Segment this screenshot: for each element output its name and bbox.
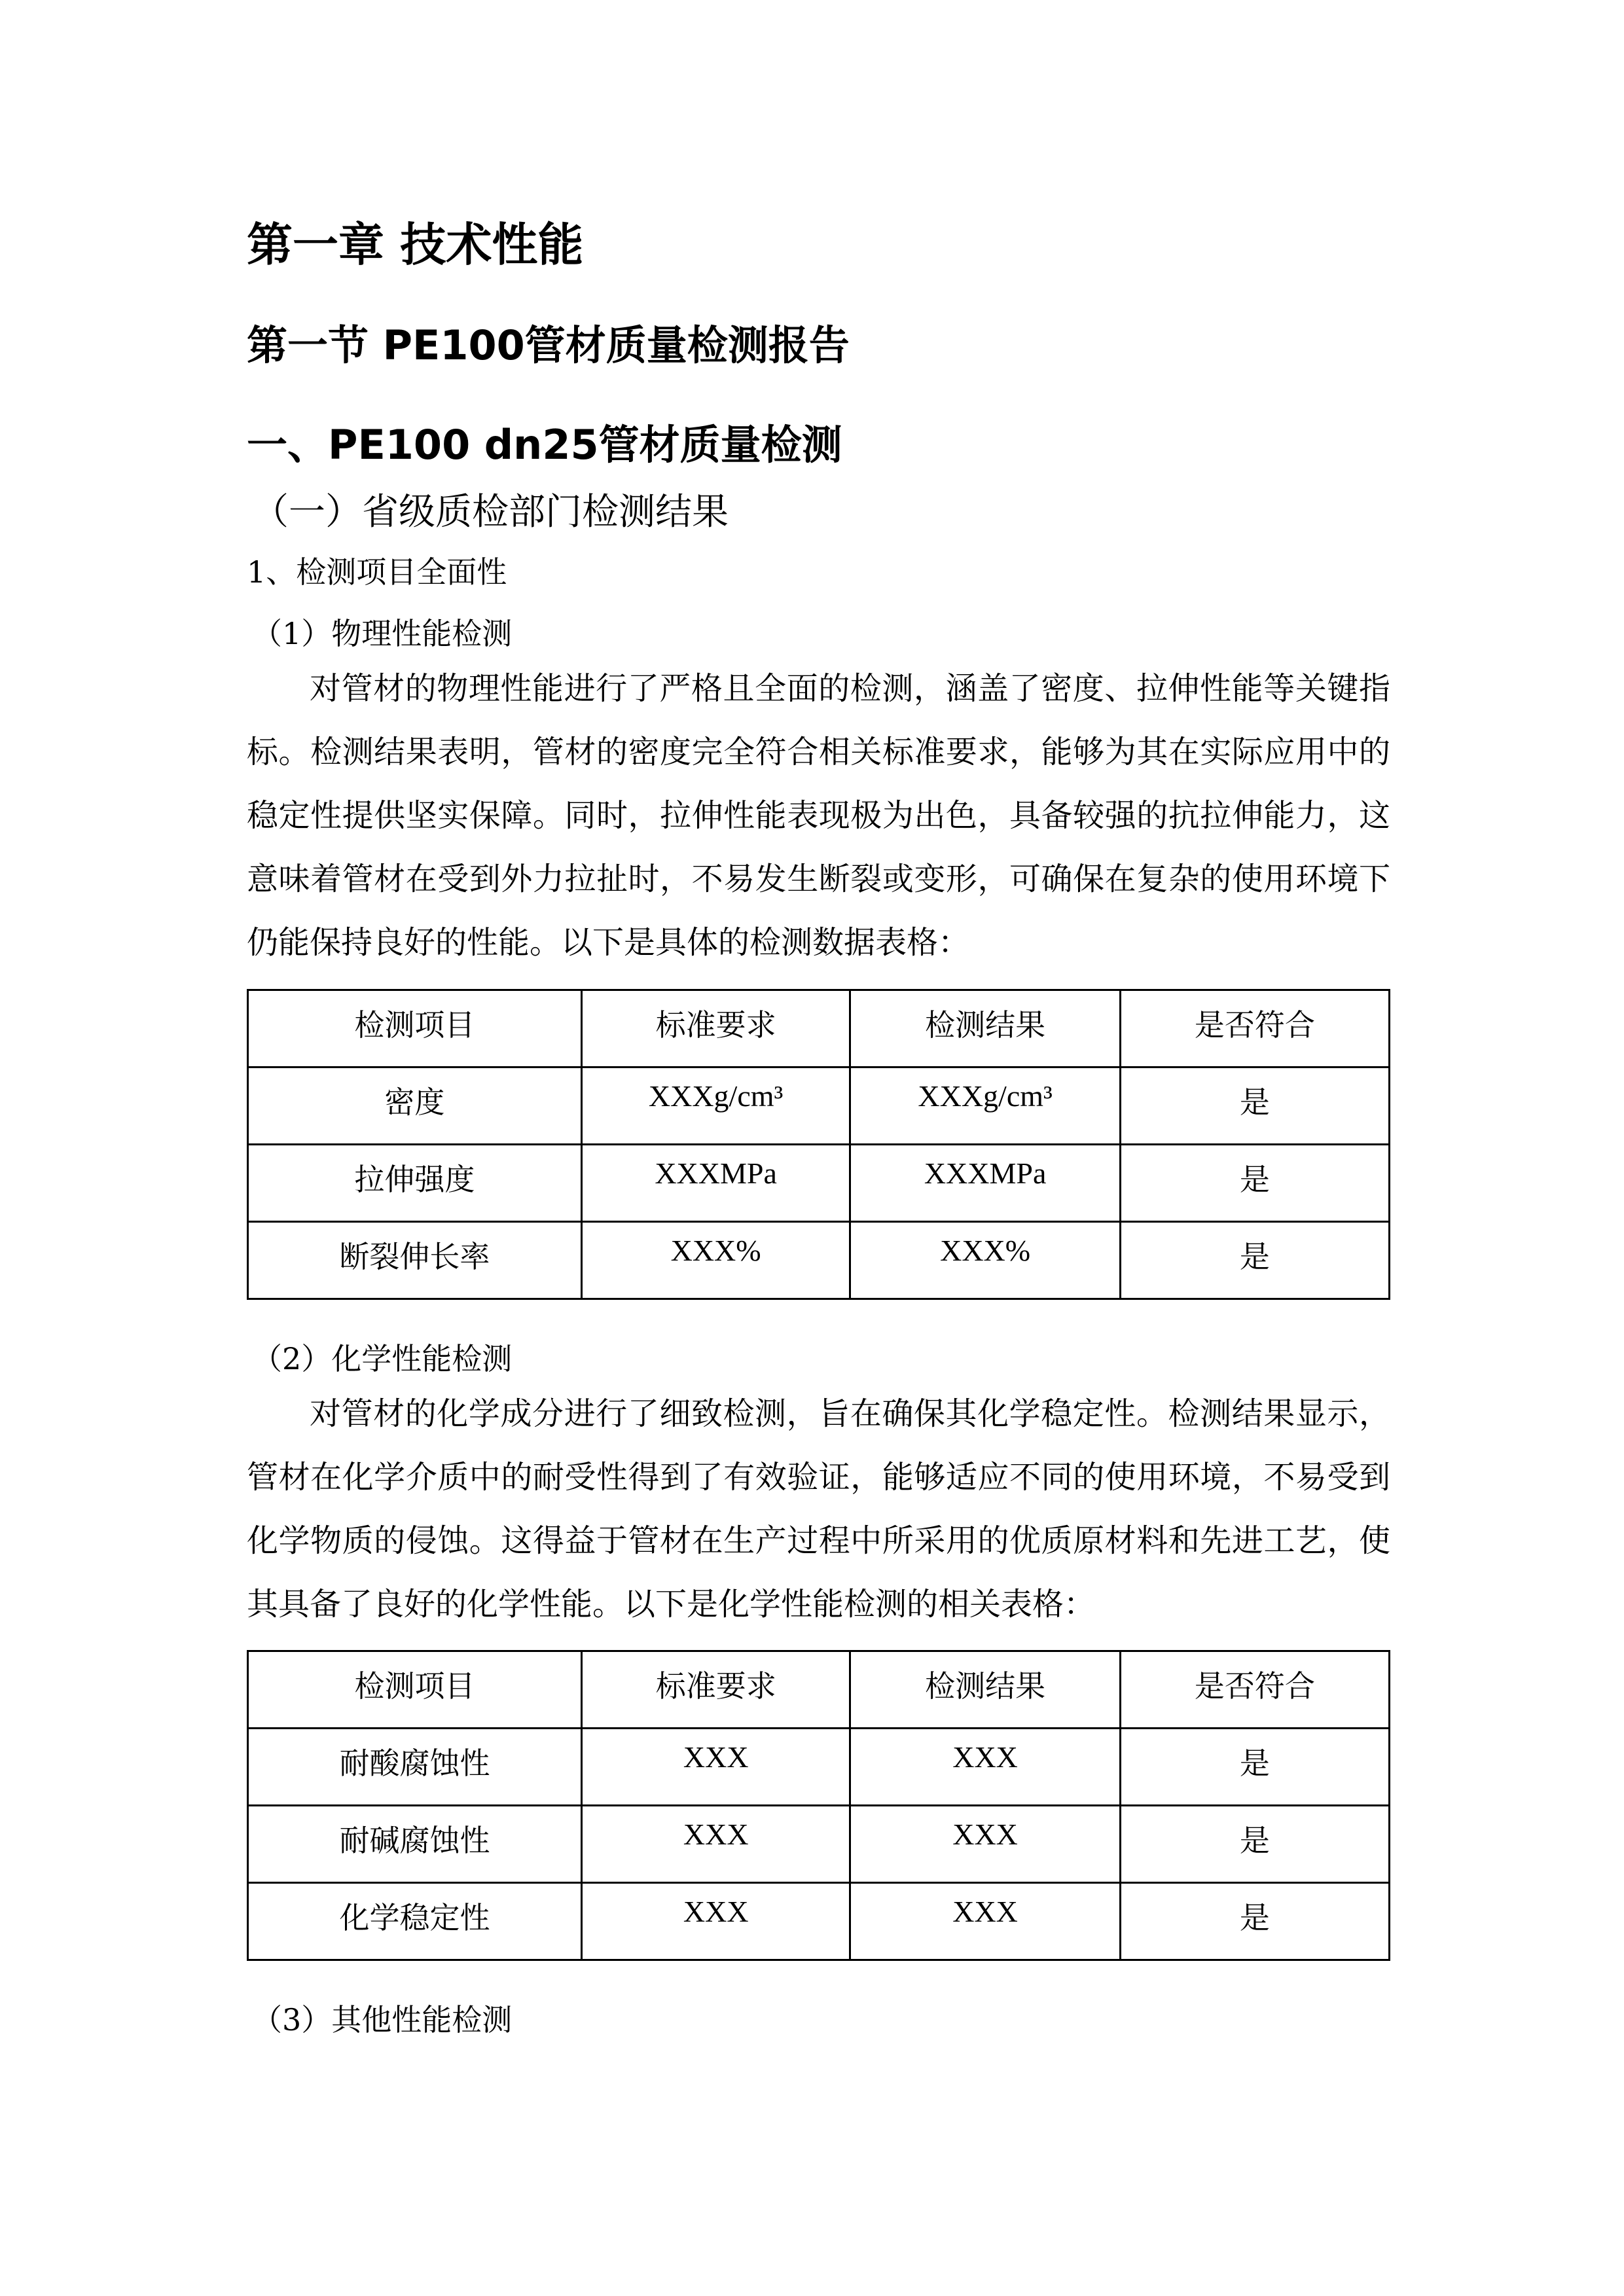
table-cell: 密度 <box>248 1067 582 1145</box>
header-cell: 检测结果 <box>850 1651 1120 1729</box>
header-cell: 检测结果 <box>850 990 1121 1067</box>
table-header-row <box>248 990 1390 1067</box>
table-cell: 拉伸强度 <box>248 1145 582 1222</box>
table-cell: XXXg/cm³ <box>581 1067 850 1145</box>
table-cell: 耐碱腐蚀性 <box>248 1806 582 1883</box>
header-cell: 标准要求 <box>582 1651 850 1729</box>
item-title: 1、检测项目全面性 <box>247 554 507 590</box>
part-title: （一）省级质检部门检测结果 <box>252 491 729 533</box>
table-cell: 是 <box>1120 1883 1389 1960</box>
physical-table <box>247 989 1390 1300</box>
table-row <box>248 1145 1390 1222</box>
table-cell: XXXMPa <box>850 1145 1121 1222</box>
header-cell: 检测项目 <box>248 1651 582 1729</box>
table-cell: 是 <box>1120 1222 1389 1299</box>
table-row <box>248 1729 1390 1806</box>
header-cell: 检测项目 <box>248 990 582 1067</box>
table-cell: XXX% <box>581 1222 850 1299</box>
table-cell: XXX% <box>850 1222 1121 1299</box>
other-heading: （3）其他性能检测 <box>252 2002 513 2037</box>
table-cell: XXX <box>582 1729 850 1806</box>
chemical-table <box>247 1650 1390 1961</box>
table-row <box>248 1067 1390 1145</box>
table-row <box>248 1883 1390 1960</box>
table-cell: 是 <box>1120 1067 1389 1145</box>
chemical-paragraph: 对管材的化学成分进行了细致检测，旨在确保其化学稳定性。检测结果显示，管材在化学介质中的耐受性得到了有效验证，能够适应不同的使用环境，不易受到化学物质的侵蚀。这得益于管材在生产过程中所采用的优质原材料和先进工艺，使其具备了良好的化学性能。以下是化学性能检测的相关表格： <box>247 1395 1390 1623</box>
table-cell: XXXMPa <box>581 1145 850 1222</box>
chemical-heading: （2）化学性能检测 <box>252 1341 513 1376</box>
section-title: 第一节 PE100管材质量检测报告 <box>247 321 850 369</box>
table-cell: XXX <box>582 1883 850 1960</box>
chapter-title: 第一章 技术性能 <box>247 218 584 272</box>
table-cell: 化学稳定性 <box>248 1883 582 1960</box>
table-cell: XXX <box>850 1806 1120 1883</box>
physical-heading: （1）物理性能检测 <box>252 616 513 651</box>
physical-paragraph: 对管材的物理性能进行了严格且全面的检测，涵盖了密度、拉伸性能等关键指标。检测结果表明，管材的密度完全符合相关标准要求，能够为其在实际应用中的稳定性提供坚实保障。同时，拉伸性能表现极为出色，具备较强的抗拉伸能力，这意味着管材在受到外力拉扯时，不易发生断裂或变形，可确保在复杂的使用环境下仍能保持良好的性能。以下是具体的检测数据表格： <box>247 670 1390 961</box>
table-cell: 耐酸腐蚀性 <box>248 1729 582 1806</box>
table-cell: XXX <box>582 1806 850 1883</box>
header-cell: 是否符合 <box>1120 1651 1389 1729</box>
table-cell: 是 <box>1120 1145 1389 1222</box>
table-cell: 断裂伸长率 <box>248 1222 582 1299</box>
table-cell: XXX <box>850 1729 1120 1806</box>
table-cell: 是 <box>1120 1729 1389 1806</box>
table-row <box>248 1222 1390 1299</box>
table-header-row <box>248 1651 1390 1729</box>
header-cell: 是否符合 <box>1120 990 1389 1067</box>
table-cell: XXXg/cm³ <box>850 1067 1121 1145</box>
table-cell: 是 <box>1120 1806 1389 1883</box>
subsection-title: 一、PE100 dn25管材质量检测 <box>247 421 842 469</box>
table-row <box>248 1806 1390 1883</box>
header-cell: 标准要求 <box>581 990 850 1067</box>
table-cell: XXX <box>850 1883 1120 1960</box>
